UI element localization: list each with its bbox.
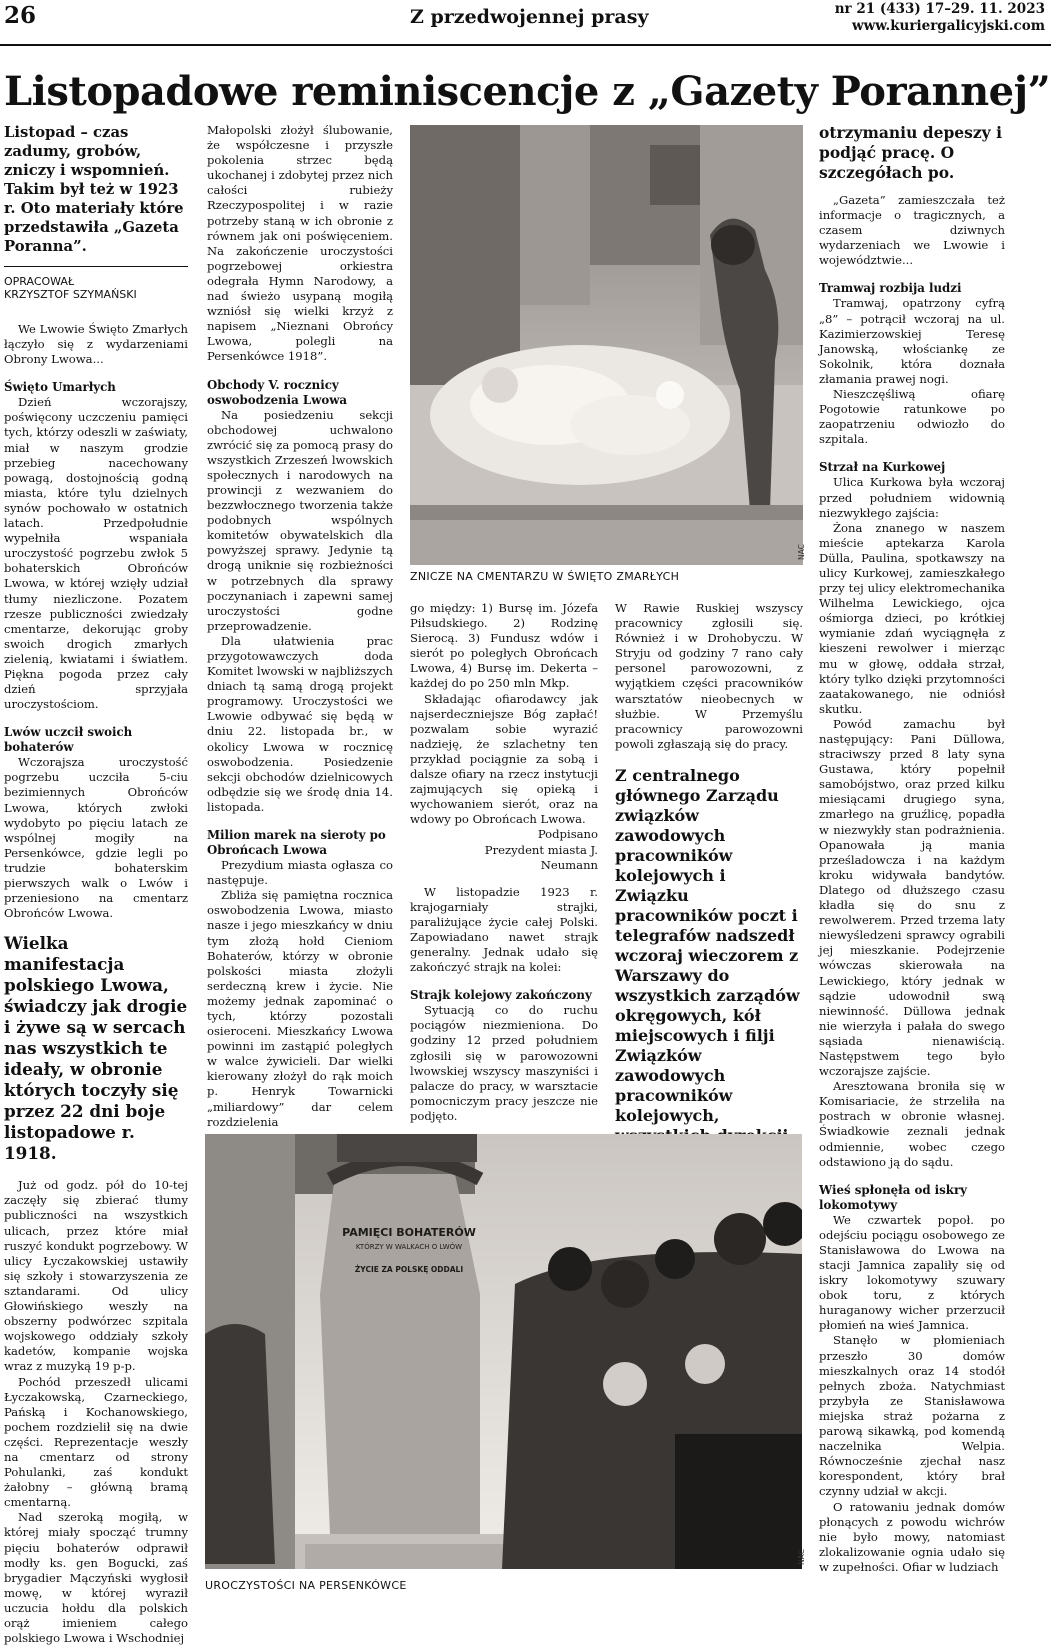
cemetery-photo — [410, 125, 803, 565]
bottom-photo-caption: UROCZYSTOŚCI NA PERSENKÓWCE — [205, 1579, 407, 1592]
paragraph: Nad szeroką mogiłą, w której miały spocząć trumny pięciu bohaterów odprawił modły ks. gen Bogucki, zaś brygadier Mączyński wygłosił mowę, w której wyraził uczucia hołdu dla polskich orąż imieniem całego polskiego Lwowa i Wschodniej — [4, 1510, 188, 1646]
paragraph: W Rawie Ruskiej wszyscy pracownicy zgłosili się. Również i w Drohobyczu. W Stryju od godziny 7 rano cały personel parowozowni, z wyjątkiem części pracowników warsztatów nieobecnych w służbie. W Przemyślu pracownicy parowozowni powoli zgłaszają się do pracy. — [615, 601, 803, 751]
intro-lead: Listopad – czas zadumy, grobów, zniczy i wspomnień. Takim był też w 1923 r. Oto materiały które przedstawiła „Gazeta Poranna”. — [4, 124, 184, 255]
paragraph: go między: 1) Bursę im. Józefa Piłsudskiego. 2) Rodzinę Sierocą. 3) Fundusz wdów i sierót po poległych Obrońcach Lwowa, 4) Bursę im. Dekerta – każdej do po 250 mln Mkp. — [410, 601, 598, 691]
top-photo-caption: ZNICZE NA CMENTARZU W ŚWIĘTO ZMARŁYCH — [410, 570, 680, 583]
bottom-photo-credit: NAC — [797, 1549, 806, 1565]
paragraph: Stanęło w płomieniach przeszło 30 domów mieszkalnych oraz 14 stodół pełnych zboża. Natychmiast przybyła ze Stanisławowa miejska straż pożarna z parową sikawką, pod komendą naczelnika Welpia. Równocześnie zjechał nasz korespondent, który brał czynny udział w akcji. — [819, 1333, 1005, 1499]
column-4 — [615, 601, 803, 1226]
signature-label: Podpisano — [537, 827, 598, 842]
paragraph: Tramwaj, opatrzony cyfrą „8” – potrącił wczoraj na ul. Kazimierzowskiej Teresę Janowską, włościankę ze Sokolnik, która doznała złamania prawej nogi. — [819, 296, 1005, 386]
subheading: Milion marek na sieroty po Obrońcach Lwowa — [207, 828, 386, 858]
paragraph: Zbliża się pamiętna rocznica oswobodzenia Lwowa, miasto nasze i jego mieszkańcy w dniu tym złożą hołd Cieniom Bohaterów, którzy w obronie polskości miasta złożyli serdeczną krew i życie. Nie możemy jednak zapominać o tych, którzy pozostali osieroceni. Mieszkańcy Lwowa powinni im zastąpić poległych w walce żywicieli. Dar wielki kierowany złożył do rąk moich p. Henryk Towarnicki „miliardowy” dar celem rozdzielenia — [207, 888, 393, 1129]
paragraph: We czwartek popoł. po odejściu pociągu osobowego ze Stanisławowa do Lwowa na stacji Jamnica zapaliły się od iskry lokomotywy szuwary obok toru, z których huraganowy wicher przerzucił płomień na wieś Jamnica. — [819, 1212, 1005, 1333]
subheading: Obchody V. rocznicy oswobodzenia Lwowa — [207, 377, 348, 407]
header-rule — [0, 44, 1051, 46]
highlight-heading: Z centralnego głównego Zarządu związków zawodowych pracowników kolejowych i Związku pracowników poczt i telegrafów nadszedł wczoraj wieczorem z Warszawy do wszystkich zarządów okręgowych, kół miejscowych i filji Związków zawodowych pracowników kolejowych, — [615, 765, 800, 1125]
paragraph: Małopolski złożył ślubowanie, że współczesne i przyszłe pokolenia strzec będą ukochanej i zdobytej przez nich całości rubieży Rzeczypospolitej i w razie potrzeby staną w ich obronie z równem jak oni poświęceniem. Na zakończenie uroczystości pogrzebowej orkiestra odegrała Hymn Narodowy, a nad świeżo usypaną mogiłą wzniósł się wielki krzyż z napisem „Nieznani Obrońcy Lwowa, polegli na Persenkówce 1918”. — [207, 123, 393, 364]
byline-author: KRZYSZTOF SZYMAŃSKI — [4, 288, 137, 301]
page-header — [0, 0, 1051, 44]
paragraph: W listopadzie 1923 r. krajogarniały strajki, paraliżujące życie całej Polski. Zapowiadano nawet strajk generalny. Jednak udało się zakończyć strajk na kolei: — [410, 884, 598, 975]
byline-label: OPRACOWAŁ — [4, 275, 75, 288]
cemetery-photo-image — [410, 125, 803, 565]
column-2 — [207, 123, 393, 1130]
top-photo-credit: NAC — [797, 544, 806, 560]
page-number: 26 — [4, 2, 37, 29]
highlight-heading: Wielka manifestacja polskiego Lwowa, świadczy jak drogie i żywe są w sercach nas wszystkich te ideały, w obronie których toczyły się przez 22 dni boje listopadowe r. 1918. — [4, 933, 188, 1164]
paragraph: Sytuacją co do ruchu pociągów niezmieniona. Do godziny 12 przed południem zgłosili się w parowozowni lwowskiej wszyscy maszyniści i palacze do pracy, w warsztacie pomocniczym pracy jeszcze nie podjęto. — [410, 1003, 598, 1123]
paragraph: Dzień wczorajszy, poświęcony uczczeniu pamięci tych, którzy odeszli w zaświaty, miał w naszym grodzie przebieg nacechowany powagą, dostojnością godną miasta, które tylu dzielnych synów pochowało w ostatnich latach. Przedpołudnie wypełniła wspaniała uroczystość pogrzebu zwłok 5 bohaterskich Obrońców Lwowa, w której wzięły udział tłumy niezliczone. Pozatem rzesze publiczności zwiedzały cmentarze, dekorując groby swoich drogich zmarłych zielenią, kwiatami i światłem. Piękna pogoda przez cały dzień sprzyjała uroczystościom. — [4, 395, 188, 712]
paragraph: Już od godz. pół do 10-tej zaczęły się zbierać tłumy publiczności na wszystkich ulicach, przez które miał ruszyć kondukt pogrzebowy. W ulicy Łyczakowskiej ustawiły się szkoły i stowarzyszenia ze sztandarami. Od ulicy Głowińskiego weszły na obszerny podwórzec szpitala wojskowego oddziały szkoły kadetów, kompanie wojska wraz z muzyką 19 p-p. — [4, 1178, 188, 1374]
paragraph: Pochód przeszedł ulicami Łyczakowską, Czarneckiego, Pańską i Kochanowskiego, pochem rozdzielił się na dwie części. Reprezentacje weszły na cmentarz od strony Pohulanki, zaś kondukt żałobny – główną bramą cmentarną. — [4, 1374, 188, 1510]
continued-lead: otrzymaniu depeszy i podjąć pracę. O szczegółach po. — [819, 123, 1002, 182]
subheading: Święto Umarłych — [4, 380, 116, 395]
paragraph: Składając ofiarodawcy jak najserdeczniejsze Bóg zapłać! pozwalam sobie wyrazić nadzieję, że szlachetny ten przykład pociągnie za sobą i dalsze ofiary na rzecz instytucji zajmujących się opieką i wychowaniem sierót, oraz na wdowy po Obrońcach Lwowa. — [410, 691, 598, 827]
issue-number: nr 21 (433) 17–29. 11. 2023 — [834, 1, 1045, 17]
monument-line-3: ŻYCIE ZA POLSKĘ ODDALI — [354, 1265, 464, 1274]
subheading: Strajk kolejowy zakończony — [410, 988, 592, 1003]
paragraph: Ulica Kurkowa była wczoraj przed południem widownią niezwykłego zajścia: — [819, 475, 1005, 520]
column-3 — [410, 601, 598, 1124]
paragraph: Prezydium miasta ogłasza co następuje. — [207, 858, 393, 888]
ceremony-photo-image — [205, 1134, 802, 1569]
monument-line-2: KTÓRZY W WALKACH O LWÓW — [355, 1243, 463, 1251]
column-1 — [4, 123, 188, 1646]
paragraph: Aresztowana broniła się w Komisariacie, że strzeliła na postrach w obronie własnej. Świadkowie zeznali jednak odmiennie, wobec czego odstawiono ją do sądu. — [819, 1079, 1005, 1169]
paragraph: Wczorajsza uroczystość pogrzebu uczciła 5-ciu bezimiennych Obrońców Lwowa, których zwłoki wydobyto po pięciu latach ze wspólnej mogiły na Persenkówce, gdzie legli po trudzie bohaterskim pierwszych walk o Lwów i przeniesiono na cmentarz Obrońców Lwowa. — [4, 755, 188, 921]
paragraph: „Gazeta” zamieszczała też informacje o tragicznych, a czasem dziwnych wydarzeniach we Lwowie i województwie... — [819, 193, 1005, 268]
section-title: Z przedwojennej prasy — [410, 6, 649, 28]
paragraph: Nieszczęśliwą ofiarę Pogotowie ratunkowe po zaopatrzeniu odwiozło do szpitala. — [819, 387, 1005, 447]
column-5 — [819, 123, 1005, 1575]
byline — [4, 266, 188, 301]
subheading: Strzał na Kurkowej — [819, 460, 946, 475]
website-link[interactable]: www.kuriergalicyjski.com — [851, 18, 1045, 34]
paragraph: Na posiedzeniu sekcji obchodowej uchwalono zwrócić się za pomocą prasy do wszystkich Zrzeszeń lwowskich społecznych i narodowych na prowincji z wezwaniem do bezzwłocznego tworzenia także podobnych wspólnych komitetów obywatelskich dla powyższej sprawy. Jedynie tą drogą uniknie się rozbieżności w potrzebnych dla sprawy poczynaniach i zapewni samej uroczystości godne przeprowadzenie. — [207, 407, 393, 633]
paragraph: Powód zamachu był następujący: Pani Düllowa, straciwszy przed 8 laty syna Gustawa, który popełnił samobójstwo, oraz przed kilku miesiącami drugiego syna, zmarłego na gruźlicę, popadła w niezwykły stan podrażnienia. Opanowała ją mania prześladowcza i na każdym kroku widywała bandytów. Dlatego od dłuższego czasu kładła się do snu z rewolwerem. Przed trzema laty niewyśledzeni sprawcy ograbili jej mieszkanie. Podejrzenie wówczas skierowała na Lewickiego, który jednak w sądzie udowodnił swą niewinność. Düllowa jednak nie wierzyła i pałała do swego sąsiada nienawiścią. Następstwem tego było wczorajsze zajście. — [819, 716, 1005, 1079]
paragraph: O ratowaniu jednak domów płonących z powodu wichrów nie było mowy, natomiast zlokalizowanie ognia udało się w zupełności. Ofiar w ludziach — [819, 1499, 1005, 1574]
issue-info — [835, 1, 1045, 35]
paragraph: Żona znanego w naszem mieście aptekarza Karola Dülla, Paulina, spotkawszy na ulicy Kurkowej, zamieszkałego przy tej ulicy elektromechanika Wilhelma Lewickiego, ojca ośmiorga dzieci, po krótkiej wymianie zdań wyciągnęła z kieszeni rewolwer i mierząc mu w głowę, oddała strzał, który tylko dzięki przytomności zaatakowanego, nie odniósł skutku. — [819, 520, 1005, 716]
paragraph: Dla ułatwienia prac przygotowawczych doda Komitet lwowski w najbliższych dniach tą samą drogą projekt programowy. Uroczystości we Lwowie odbywać się będą w dniu 22. listopada br., w okolicy Lwowa w rocznicę oswobodzenia. Posiedzenie sekcji obchodów dzielnicowych odbędzie się we środę dnia 14. listopada. — [207, 633, 393, 814]
signature-name: Prezydent miasta J. Neumann — [484, 842, 598, 872]
ceremony-photo — [205, 1134, 802, 1569]
subheading: Lwów uczcił swoich bohaterów — [4, 725, 133, 755]
monument-inscription — [339, 1226, 479, 1274]
subheading: Wieś spłonęła od iskry lokomotywy — [819, 1182, 968, 1212]
headline: Listopadowe reminiscencje z „Gazety Porannej” — [4, 68, 1051, 115]
paragraph: We Lwowie Święto Zmarłych łączyło się z wydarzeniami Obrony Lwowa... — [4, 322, 188, 367]
monument-line-1: PAMIĘCI BOHATERÓW — [342, 1226, 476, 1239]
subheading: Tramwaj rozbija ludzi — [819, 281, 962, 296]
